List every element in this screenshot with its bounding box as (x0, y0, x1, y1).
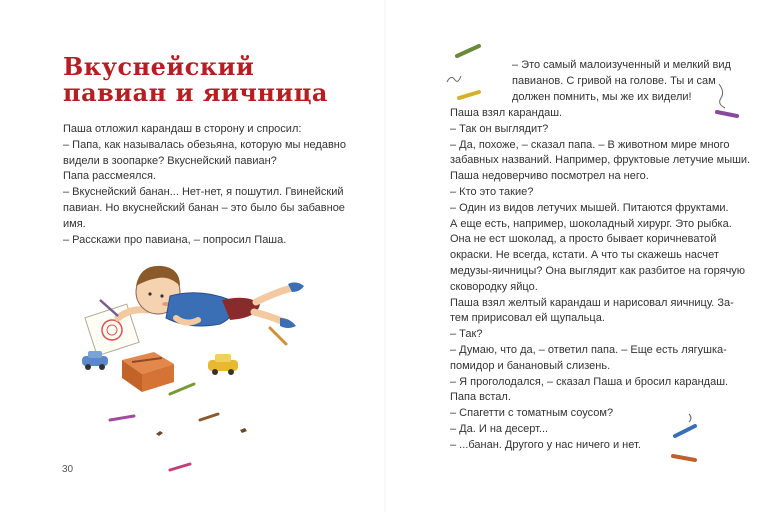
pencil-icon (453, 42, 485, 60)
text-line: павиан. Но вкуснейский банан – это было бы забавное (63, 201, 345, 214)
text-line: тем пририсовал ей щупальца. (450, 312, 605, 325)
text-line: – Так? (450, 328, 483, 341)
text-line: сковородку яйцо. (450, 280, 538, 293)
chapter-title (63, 54, 328, 106)
text-line: – Один из видов летучих мышей. Питаются фруктами. (450, 201, 729, 214)
left-body-text (63, 122, 346, 248)
text-line: – Вкуснейский банан... Нет-нет, я пошутил. Гвинейский (63, 186, 344, 199)
text-line: Паша взял карандаш. (450, 107, 563, 119)
text-line: – Это самый малоизученный и мелкий вид (512, 59, 731, 71)
right-body-text (450, 106, 750, 454)
text-line: Она не ест шоколад, а просто бывает коричневатой (450, 233, 717, 246)
text-line: – Я проголодался, – сказал Паша и бросил карандаш. (450, 375, 729, 388)
text-line: помидор и банановый слизень. (450, 359, 611, 372)
text-line: Паша отложил карандаш в сторону и спросил: (63, 123, 302, 135)
text-line: – Спагетти с томатным соусом? (450, 407, 614, 420)
text-line: – Да, похоже, – сказал папа. – В животном мире много (450, 138, 730, 151)
right-body-top (512, 58, 731, 105)
text-line: – Расскажи про павиана, – попросил Паша. (63, 233, 287, 246)
text-line: имя. (63, 217, 86, 230)
title-line: Вкуснейский (63, 52, 255, 81)
page-number: 30 (62, 464, 74, 475)
text-line: видели в зоопарке? Вкуснейский павиан? (63, 154, 277, 167)
text-line: Папа рассмеялся. (63, 170, 156, 183)
text-line: забавных названий. Например, фруктовые летучие мыши. (450, 154, 751, 167)
pencil-icon (168, 460, 194, 474)
boy-drawing-illustration (70, 248, 370, 448)
title-line: павиан и яичница (63, 78, 328, 107)
text-line: – Папа, как называлась обезьяна, которую мы недавно (63, 138, 347, 151)
text-line: – Так он выглядит? (450, 122, 549, 135)
text-line: А еще есть, например, шоколадный хирург. Это рыбка. (450, 217, 732, 230)
text-line: – ...банан. Другого у нас ничего и нет. (450, 438, 641, 451)
text-line: Папа встал. (450, 391, 511, 404)
text-line: Паша недоверчиво посмотрел на него. (450, 170, 649, 183)
text-line: павианов. С гривой на голове. Ты и сам (512, 74, 716, 87)
toy-box-icon (122, 352, 174, 392)
right-page (385, 0, 770, 512)
text-line: – Кто это такие? (450, 185, 534, 198)
text-line: должен помнить, мы же их видели! (512, 90, 692, 103)
text-line: окраски. Не всегда, кстати. А что ты скажешь насчет (450, 249, 719, 262)
squiggle-icon (445, 72, 463, 86)
toy-car-icon (208, 354, 238, 375)
text-line: – Думаю, что да, – ответил папа. – Еще есть лягушка- (450, 343, 727, 356)
text-line: – Да. И на десерт... (450, 422, 549, 435)
text-line: Паша взял желтый карандаш и нарисовал яичницу. За- (450, 296, 734, 309)
pencil-icon (455, 86, 485, 102)
text-line: медузы-яичницы? Она выглядит как разбитое на горячую (450, 264, 746, 277)
